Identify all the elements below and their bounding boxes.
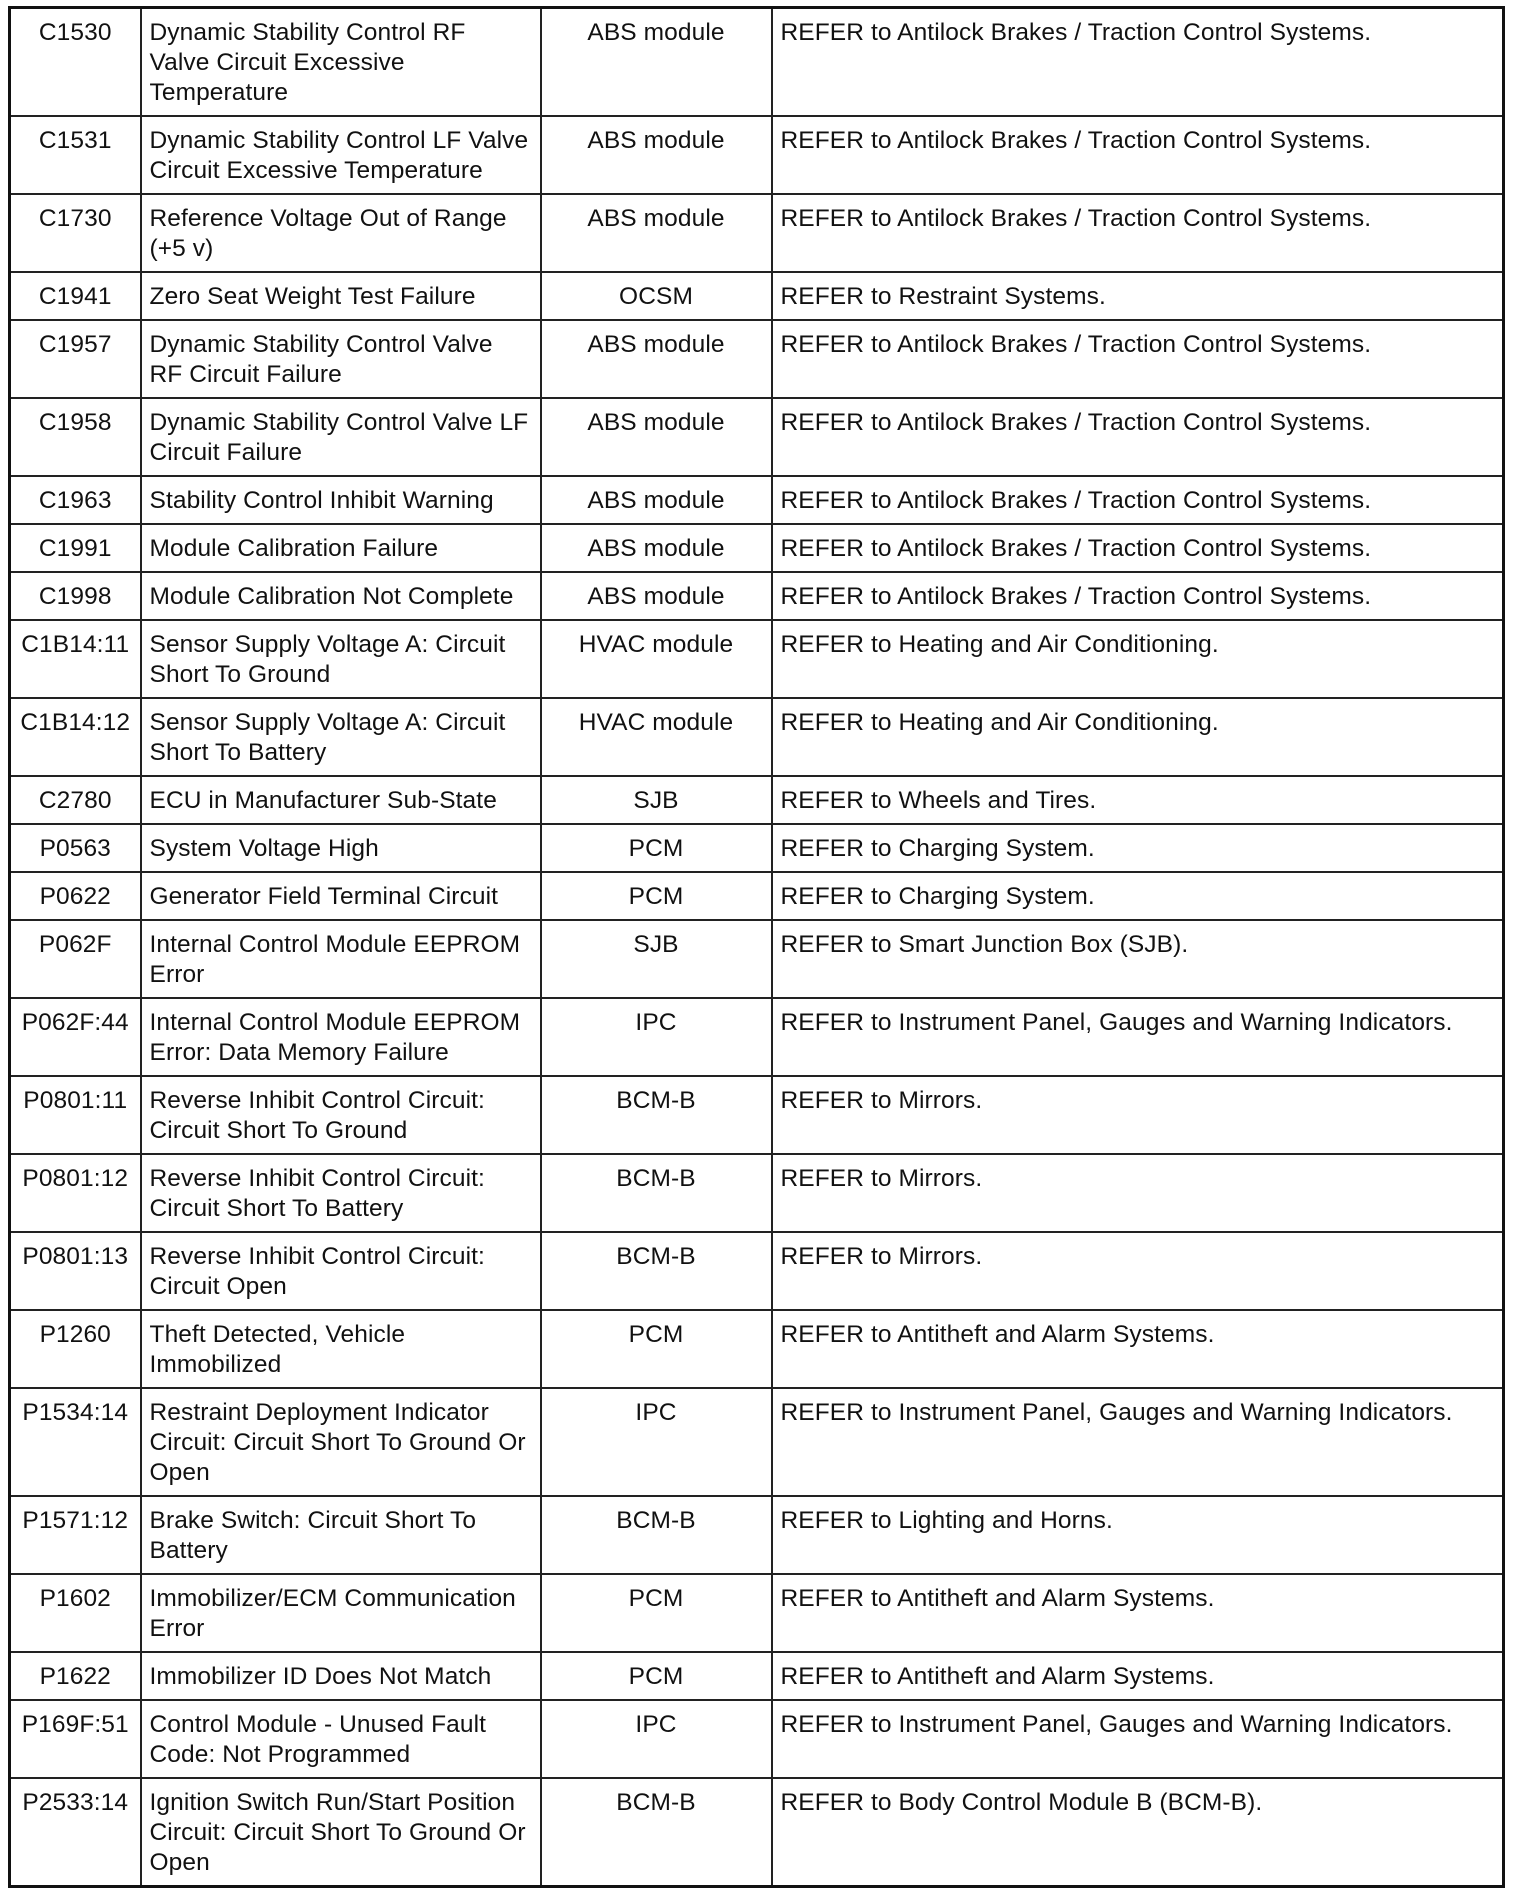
dtc-description: Generator Field Terminal Circuit [141,872,541,920]
dtc-module: IPC [541,1388,772,1496]
dtc-code: P1534:14 [10,1388,141,1496]
dtc-code: C1730 [10,194,141,272]
dtc-module: IPC [541,1700,772,1778]
dtc-action: REFER to Antitheft and Alarm Systems. [772,1652,1504,1700]
dtc-code: P1571:12 [10,1496,141,1574]
dtc-description: Reverse Inhibit Control Circuit: Circuit Open [141,1232,541,1310]
table-row [10,776,1504,824]
dtc-action: REFER to Antitheft and Alarm Systems. [772,1574,1504,1652]
dtc-description: Dynamic Stability Control RF Valve Circuit Excessive Temperature [141,8,541,117]
table-row [10,620,1504,698]
table-row [10,824,1504,872]
dtc-table-body [10,8,1504,1887]
dtc-code: P0801:13 [10,1232,141,1310]
dtc-code: P1622 [10,1652,141,1700]
table-row [10,8,1504,117]
dtc-module: SJB [541,920,772,998]
dtc-code: P2533:14 [10,1778,141,1887]
dtc-code: C2780 [10,776,141,824]
dtc-module: BCM-B [541,1232,772,1310]
dtc-action: REFER to Instrument Panel, Gauges and Warning Indicators. [772,998,1504,1076]
table-row [10,320,1504,398]
dtc-description: ECU in Manufacturer Sub-State [141,776,541,824]
dtc-module: ABS module [541,194,772,272]
dtc-table [8,6,1505,1888]
table-row [10,698,1504,776]
dtc-code: C1531 [10,116,141,194]
dtc-action: REFER to Mirrors. [772,1232,1504,1310]
dtc-module: PCM [541,824,772,872]
table-row [10,1310,1504,1388]
dtc-description: Sensor Supply Voltage A: Circuit Short To Ground [141,620,541,698]
dtc-action: REFER to Instrument Panel, Gauges and Warning Indicators. [772,1388,1504,1496]
dtc-action: REFER to Charging System. [772,824,1504,872]
dtc-module: ABS module [541,116,772,194]
dtc-code: P062F [10,920,141,998]
dtc-module: HVAC module [541,620,772,698]
table-row [10,920,1504,998]
dtc-code: P062F:44 [10,998,141,1076]
dtc-action: REFER to Lighting and Horns. [772,1496,1504,1574]
dtc-action: REFER to Antilock Brakes / Traction Control Systems. [772,116,1504,194]
dtc-action: REFER to Antilock Brakes / Traction Control Systems. [772,194,1504,272]
table-row [10,1232,1504,1310]
dtc-action: REFER to Antilock Brakes / Traction Control Systems. [772,8,1504,117]
dtc-description: Immobilizer/ECM Communication Error [141,1574,541,1652]
dtc-description: Brake Switch: Circuit Short To Battery [141,1496,541,1574]
dtc-module: ABS module [541,572,772,620]
dtc-module: PCM [541,872,772,920]
dtc-description: Stability Control Inhibit Warning [141,476,541,524]
dtc-module: BCM-B [541,1496,772,1574]
dtc-action: REFER to Antilock Brakes / Traction Control Systems. [772,398,1504,476]
dtc-module: HVAC module [541,698,772,776]
dtc-code: C1991 [10,524,141,572]
dtc-code: C1958 [10,398,141,476]
dtc-action: REFER to Mirrors. [772,1076,1504,1154]
dtc-code: P1260 [10,1310,141,1388]
dtc-code: P0622 [10,872,141,920]
table-row [10,1154,1504,1232]
dtc-code: P0801:12 [10,1154,141,1232]
dtc-description: Reverse Inhibit Control Circuit: Circuit Short To Ground [141,1076,541,1154]
dtc-action: REFER to Antitheft and Alarm Systems. [772,1310,1504,1388]
dtc-action: REFER to Heating and Air Conditioning. [772,698,1504,776]
table-row [10,1778,1504,1887]
dtc-module: OCSM [541,272,772,320]
dtc-module: ABS module [541,320,772,398]
dtc-description: Reverse Inhibit Control Circuit: Circuit Short To Battery [141,1154,541,1232]
dtc-action: REFER to Antilock Brakes / Traction Control Systems. [772,524,1504,572]
dtc-action: REFER to Wheels and Tires. [772,776,1504,824]
dtc-code: P169F:51 [10,1700,141,1778]
dtc-description: Control Module - Unused Fault Code: Not Programmed [141,1700,541,1778]
dtc-code: C1963 [10,476,141,524]
dtc-code: C1B14:12 [10,698,141,776]
dtc-code: P1602 [10,1574,141,1652]
dtc-module: PCM [541,1310,772,1388]
dtc-description: Internal Control Module EEPROM Error: Data Memory Failure [141,998,541,1076]
dtc-module: BCM-B [541,1778,772,1887]
dtc-code: P0801:11 [10,1076,141,1154]
dtc-module: ABS module [541,524,772,572]
dtc-code: C1998 [10,572,141,620]
dtc-code: C1941 [10,272,141,320]
table-row [10,872,1504,920]
dtc-description: Dynamic Stability Control Valve RF Circuit Failure [141,320,541,398]
dtc-module: BCM-B [541,1154,772,1232]
dtc-module: ABS module [541,8,772,117]
dtc-description: Module Calibration Failure [141,524,541,572]
table-row [10,998,1504,1076]
table-row [10,1076,1504,1154]
dtc-module: BCM-B [541,1076,772,1154]
dtc-description: Reference Voltage Out of Range (+5 v) [141,194,541,272]
dtc-description: Internal Control Module EEPROM Error [141,920,541,998]
dtc-module: IPC [541,998,772,1076]
table-row [10,1574,1504,1652]
dtc-action: REFER to Body Control Module B (BCM-B). [772,1778,1504,1887]
dtc-module: ABS module [541,476,772,524]
dtc-action: REFER to Antilock Brakes / Traction Control Systems. [772,320,1504,398]
dtc-description: Theft Detected, Vehicle Immobilized [141,1310,541,1388]
dtc-description: System Voltage High [141,824,541,872]
dtc-module: PCM [541,1574,772,1652]
dtc-action: REFER to Restraint Systems. [772,272,1504,320]
table-row [10,194,1504,272]
dtc-action: REFER to Smart Junction Box (SJB). [772,920,1504,998]
dtc-action: REFER to Antilock Brakes / Traction Control Systems. [772,476,1504,524]
table-row [10,398,1504,476]
table-row [10,524,1504,572]
dtc-description: Dynamic Stability Control Valve LF Circuit Failure [141,398,541,476]
table-row [10,572,1504,620]
dtc-action: REFER to Mirrors. [772,1154,1504,1232]
dtc-description: Module Calibration Not Complete [141,572,541,620]
dtc-module: SJB [541,776,772,824]
table-row [10,116,1504,194]
dtc-description: Zero Seat Weight Test Failure [141,272,541,320]
dtc-description: Ignition Switch Run/Start Position Circuit: Circuit Short To Ground Or Open [141,1778,541,1887]
dtc-code: C1957 [10,320,141,398]
dtc-description: Immobilizer ID Does Not Match [141,1652,541,1700]
table-row [10,476,1504,524]
dtc-code: P0563 [10,824,141,872]
table-row [10,1388,1504,1496]
table-row [10,272,1504,320]
dtc-module: PCM [541,1652,772,1700]
table-row [10,1652,1504,1700]
table-row [10,1496,1504,1574]
dtc-code: C1530 [10,8,141,117]
table-row [10,1700,1504,1778]
dtc-action: REFER to Instrument Panel, Gauges and Warning Indicators. [772,1700,1504,1778]
dtc-action: REFER to Heating and Air Conditioning. [772,620,1504,698]
dtc-description: Restraint Deployment Indicator Circuit: Circuit Short To Ground Or Open [141,1388,541,1496]
dtc-description: Dynamic Stability Control LF Valve Circuit Excessive Temperature [141,116,541,194]
dtc-code: C1B14:11 [10,620,141,698]
dtc-action: REFER to Charging System. [772,872,1504,920]
dtc-description: Sensor Supply Voltage A: Circuit Short To Battery [141,698,541,776]
dtc-module: ABS module [541,398,772,476]
dtc-action: REFER to Antilock Brakes / Traction Control Systems. [772,572,1504,620]
